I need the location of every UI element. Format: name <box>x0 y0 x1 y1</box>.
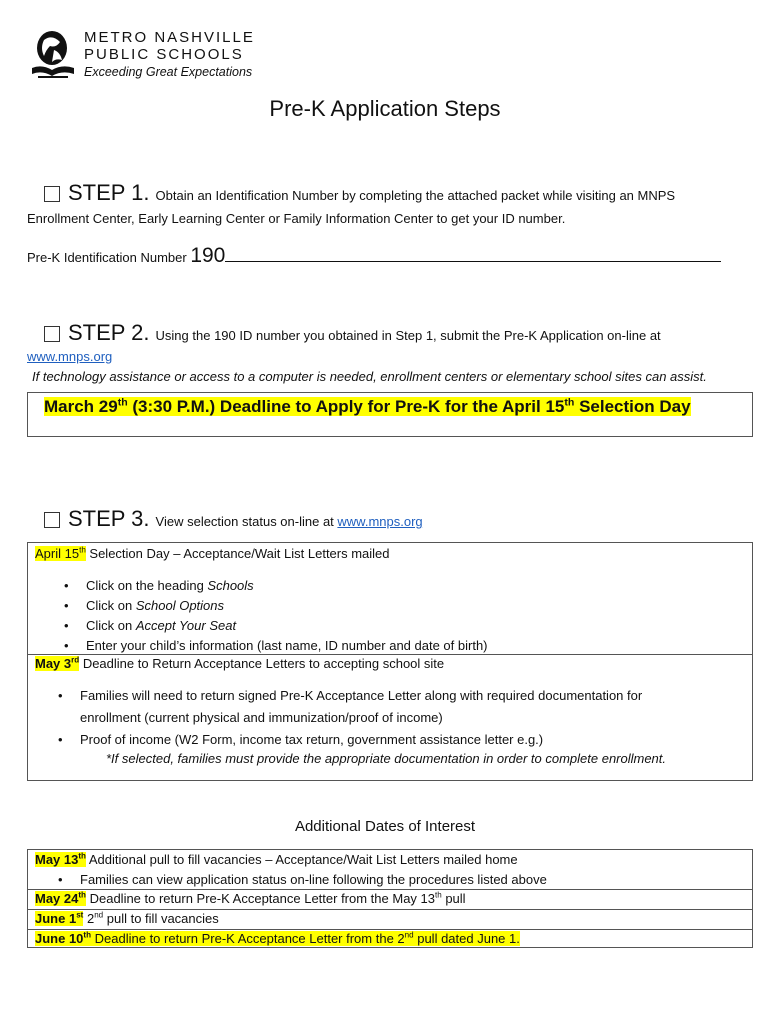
june-10-cell <box>28 929 752 949</box>
additional-dates-title: Additional Dates of Interest <box>294 818 476 835</box>
may-24-cell <box>28 889 752 909</box>
id-number-field[interactable] <box>225 248 721 262</box>
deadline-end: Selection Day <box>574 397 691 416</box>
page-title: Pre-K Application Steps <box>269 96 501 121</box>
may-24-row: May 24th Deadline to return Pre-K Acceptance Letter from the May 13th pull <box>35 890 466 906</box>
list-item: • Click on Accept Your Seat <box>86 618 236 633</box>
list-item: • Proof of income (W2 Form, income tax return, government assistance letter e.g.) <box>80 732 543 747</box>
june-10-row: June 10th Deadline to return Pre-K Acceptance Letter from the 2nd pull dated June 1. <box>35 930 520 946</box>
may-3-date: May 3 <box>35 656 72 671</box>
may-13-row: May 13th Additional pull to fill vacancies – Acceptance/Wait List Letters mailed home <box>35 851 518 867</box>
step-3-row <box>27 506 423 532</box>
step-1-text: Obtain an Identification Number by completing the attached packet while visiting an MNPS <box>155 188 676 203</box>
mnps-logo <box>30 28 280 84</box>
list-item: • Families can view application status on-line following the procedures listed above <box>80 872 547 887</box>
list-item: • Click on the heading Schools <box>86 578 254 593</box>
list-item-continued: enrollment (current physical and immunization/proof of income) <box>80 710 443 725</box>
june-1-cell <box>28 909 752 929</box>
deadline-text-sup: th <box>564 396 575 409</box>
additional-dates-table <box>27 849 753 948</box>
deadline-date: March 29 <box>44 397 118 416</box>
step-1-label: STEP 1. <box>68 180 150 205</box>
mnps-emblem-icon <box>30 28 76 80</box>
id-number-prefix: 190 <box>190 244 226 267</box>
list-item: • Click on School Options <box>86 598 224 613</box>
april-15-text: Selection Day – Acceptance/Wait List Letters mailed <box>85 546 390 561</box>
may-3-text: Deadline to Return Acceptance Letters to accepting school site <box>79 656 445 671</box>
logo-tagline: Exceeding Great Expectations <box>84 65 253 79</box>
id-number-line <box>27 244 721 268</box>
april-15-date: April 15 <box>35 546 80 561</box>
may-3-row: May 3rd Deadline to Return Acceptance Letters to accepting school site <box>35 655 445 671</box>
list-item: • Enter your child’s information (last name, ID number and date of birth) <box>86 638 488 653</box>
step-2-link[interactable]: www.mnps.org <box>27 349 113 364</box>
step-2-label: STEP 2. <box>68 320 150 345</box>
step-1-row <box>27 180 675 206</box>
list-item: • Families will need to return signed Pre-K Acceptance Letter along with required documentation for <box>80 688 642 703</box>
deadline-box <box>27 392 753 437</box>
id-number-label: Pre-K Identification Number <box>27 250 187 265</box>
may-3-cell <box>28 654 752 782</box>
deadline-date-sup: th <box>117 396 128 409</box>
step-2-checkbox[interactable] <box>44 326 60 342</box>
step-3-link[interactable]: www.mnps.org <box>337 514 423 529</box>
step-2-note: If technology assistance or access to a computer is needed, enrollment centers or elementary school sites can assist. <box>32 369 707 384</box>
june-1-row: June 1st 2nd pull to fill vacancies <box>35 910 219 926</box>
deadline-main: (3:30 P.M.) Deadline to Apply for Pre-K for the April 15 <box>127 397 565 416</box>
step-1-checkbox[interactable] <box>44 186 60 202</box>
april-15-row: April 15th Selection Day – Acceptance/Wait List Letters mailed <box>35 545 390 561</box>
logo-line-1: METRO NASHVILLE <box>84 29 255 46</box>
step-3-label: STEP 3. <box>68 506 150 531</box>
step-1-text-2: Enrollment Center, Early Learning Center or Family Information Center to get your ID number. <box>27 211 566 226</box>
step-2-text: Using the 190 ID number you obtained in Step 1, submit the Pre-K Application on-line at <box>155 328 661 343</box>
selection-table <box>27 542 753 781</box>
logo-line-2: PUBLIC SCHOOLS <box>84 46 244 63</box>
step-2-row <box>27 320 661 346</box>
deadline-text <box>44 397 691 417</box>
step-3-checkbox[interactable] <box>44 512 60 528</box>
may-3-note: *If selected, families must provide the appropriate documentation in order to complete enrollment. <box>106 751 667 766</box>
step-3-text: View selection status on-line at <box>155 514 338 529</box>
